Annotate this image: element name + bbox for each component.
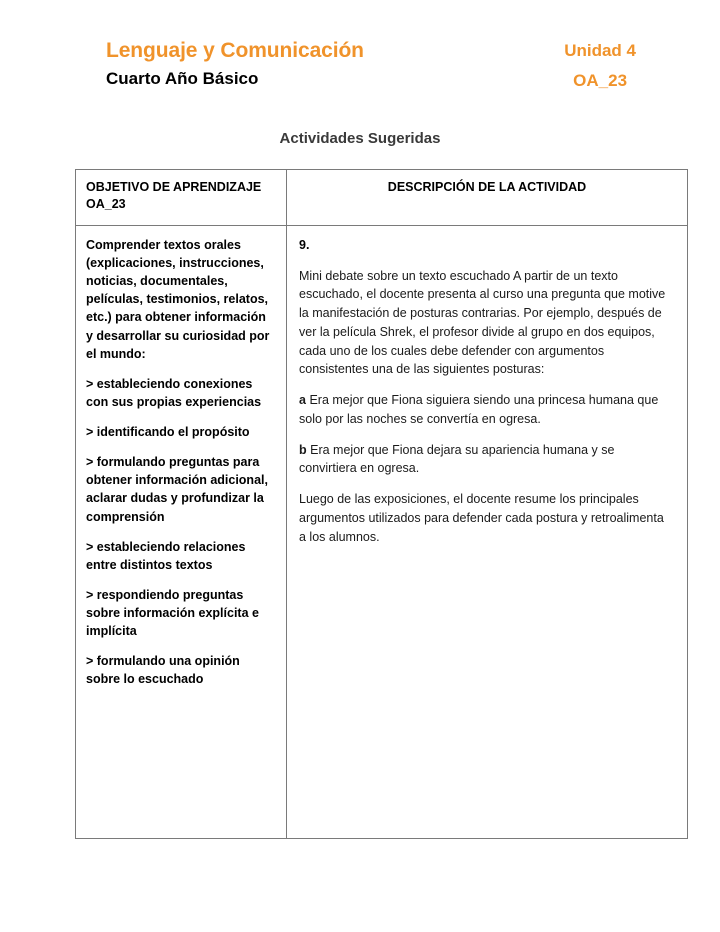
option-a-text: Era mejor que Fiona siguiera siendo una princesa humana que solo por las noches se convertía en ogresa. [299,393,659,426]
document-header [0,0,720,92]
oa-code-label: OA_23 [573,71,628,91]
objective-intro: Comprender textos orales (explicaciones, instrucciones, noticias, documentales, películas, testimonios, relatos, etc.) para obtener información y desarrollar su curiosidad por el mundo: [86,237,270,361]
description-cell [287,225,688,838]
activity-paragraph-1: Mini debate sobre un texto escuchado A partir de un texto escuchado, el docente presenta al curso una pregunta que motive la manifestación de posturas contrarias. Por ejemplo, después de ver la película Shrek, el profesor divide al grupo en dos equipos, cada uno de los cuales debe defender con argumentos consistentes una de las siguientes posturas: [299,268,666,377]
objective-bullet-1: > estableciendo conexiones con sus propias experiencias [86,376,262,409]
option-b-text: Era mejor que Fiona dejara su apariencia humana y se convirtiera en ogresa. [299,442,615,476]
activity-table-wrapper [75,169,666,839]
table-row [76,225,688,838]
header-right-block [564,38,660,92]
unit-label: Unidad 4 [564,41,636,60]
column-header-objective: OBJETIVO DE APRENDIZAJE OA_23 [76,170,287,226]
activity-table [75,169,688,839]
option-b-label: b [299,442,307,457]
page-title: Actividades Sugeridas [279,130,441,148]
objective-bullet-3: > formulando preguntas para obtener información adicional, aclarar dudas y profundizar la comprensión [86,455,268,524]
option-a-label: a [299,393,306,408]
activity-number: 9. [299,237,310,252]
table-header-row [76,170,688,226]
objective-bullet-6: > formulando una opinión sobre lo escuchado [86,654,240,687]
activity-paragraph-final: Luego de las exposiciones, el docente resume los principales argumentos utilizados para defender cada postura y retroalimenta a los alumnos. [299,492,664,544]
header-left-block [106,38,364,90]
subject-title: Lenguaje y Comunicación [106,39,364,62]
objective-bullet-4: > estableciendo relaciones entre distintos textos [86,539,246,572]
objective-bullet-2: > identificando el propósito [86,425,250,440]
activity-option-a [299,391,673,429]
grade-title: Cuarto Año Básico [106,69,259,89]
objective-bullet-5: > respondiendo preguntas sobre información explícita e implícita [86,587,259,639]
column-header-description: DESCRIPCIÓN DE LA ACTIVIDAD [287,170,688,226]
activity-option-b [299,441,673,479]
objective-cell [76,225,287,838]
